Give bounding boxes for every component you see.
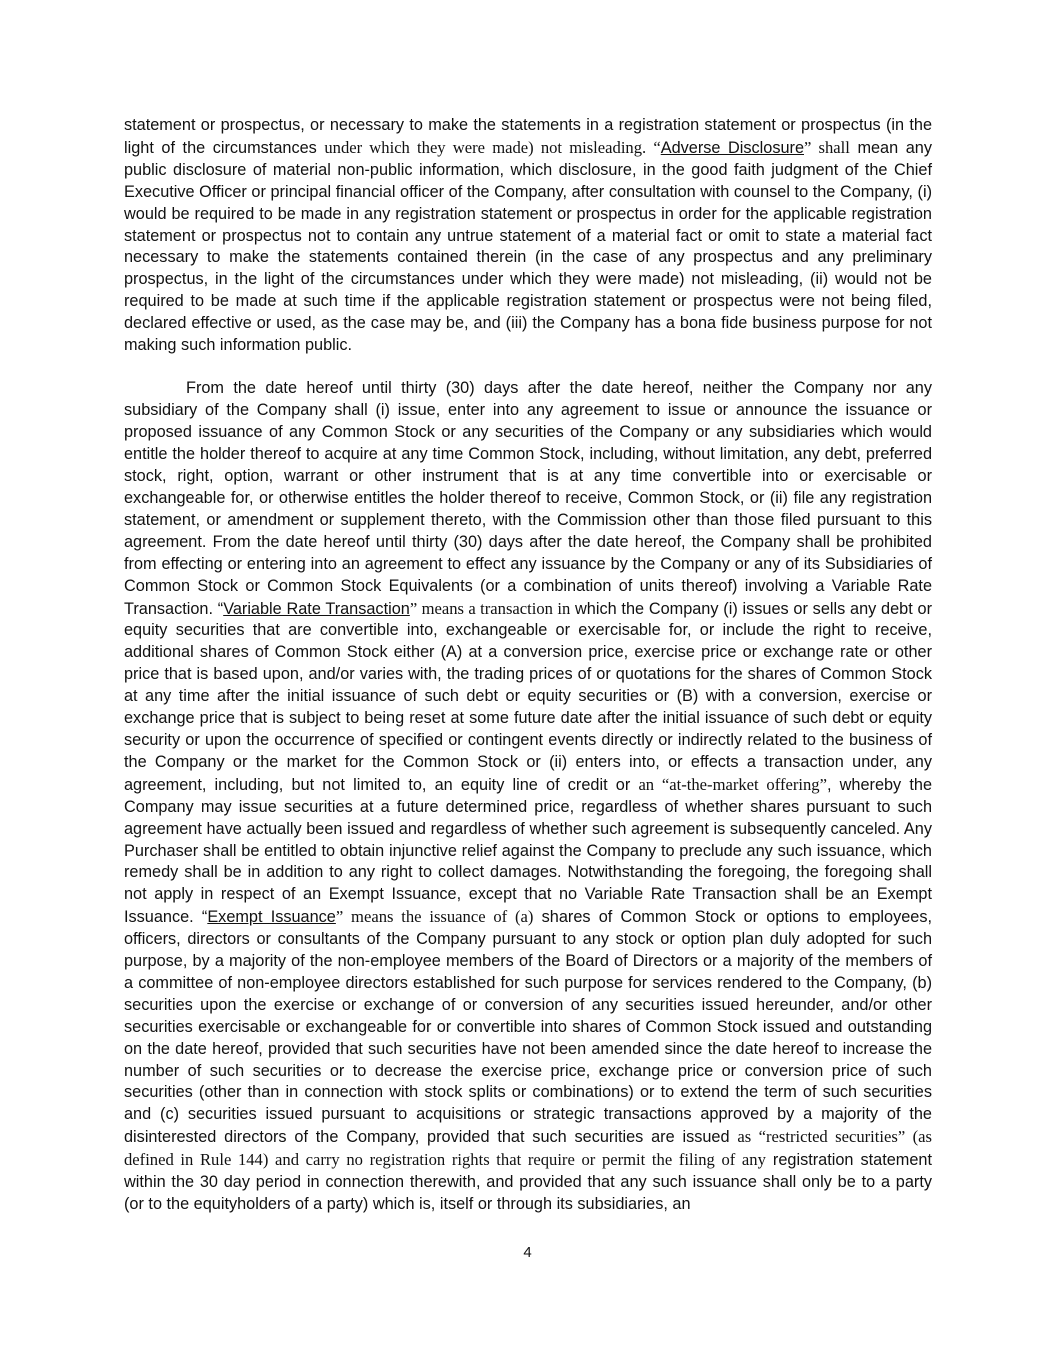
paragraph-text: statement or prospectus, or necessary to make the statements in a registration statement or prospectus (in the light of the circumstances [124,116,932,157]
page-number: 4 [523,1244,532,1261]
paragraph-adverse-disclosure [124,115,932,357]
paragraph-text: From the date hereof until thirty (30) days after the date hereof, neither the Company nor any subsidiary of the Company shall (i) issue, enter into any agreement to issue or announce the issuance or proposed issuance of any Common Stock or any securities of the Company or any subsidiaries which would entitle the holder thereof to acquire at any time Common Stock, including, without limitation, any debt, preferred stock, right, option, warrant or other instrument that is at any time convertible into or exercisable or exchangeable for, or otherwise entitles the holder thereof to receive, Common Stock, or (ii) file any registration statement, or amendment or supplement thereto, with the Commission other than those filed pursuant to this agreement. From the date hereof until thirty (30) days after the date hereof, the Company shall be prohibited from effecting or entering into an agreement to effect any issuance by the Company or any of its Subsidiaries of Common Stock or Common Stock Equivalents (or a combination of units thereof) involving a Variable Rate Transaction. [124,379,932,618]
defined-term-variable-rate-transaction: Variable Rate Transaction [223,599,410,618]
paragraph-lockup [124,378,932,1215]
defined-term-adverse-disclosure: Adverse Disclosure [660,138,804,157]
quote-mark: “ [217,599,224,618]
paragraph-text: ” means the issuance of (a) [335,907,534,927]
document-page [124,115,932,1216]
paragraph-text: mean any public disclosure of material non-public information, which disclosure, in the good faith judgment of the Chief Executive Officer or principal financial officer of the Company, after consultation with counsel to the Company, (i) would be required to be made in any registration statement or prospectus in order for the applicable registration statement or prospectus not to contain any untrue statement of a material fact or omit to state a material fact necessary to make the statements contained therein (in the case of any prospectus and any preliminary prospectus, in the light of the circumstances under which they were made) not misleading, (ii) would not be required to be made at such time if the applicable registration statement or prospectus were not being filed, declared effective or used, as the case may be, and (iii) the Company has a bona fide business purpose for not making such information public. [124,138,932,355]
paragraph-text: , whereby the Company may issue securities at a future determined price, regardless of whether shares pursuant to such agreement have actually been issued and regardless of whether such agreement is subsequently canceled. Any Purchaser shall be entitled to obtain injunctive relief against the Company to preclude any such issuance, which remedy shall be in addition to any right to collect damages. Notwithstanding the foregoing, the foregoing shall not apply in respect of an Exempt Issuance, except that no Variable Rate Transaction shall be an Exempt Issuance. [124,775,932,927]
paragraph-text: an “at-the-market offering” [638,774,827,794]
paragraph-text: shares of Common Stock or options to employees, officers, directors or consultants of the Company pursuant to any stock or option plan duly adopted for such purpose, by a majority of the non-employee members of the Board of Directors or a majority of the members of a committee of non-employee directors established for such purpose for services rendered to the Company, (b) securities upon the exercise or exchange of or conversion of any securities issued hereunder, and/or other securities exercisable or exchangeable for or convertible into shares of Common Stock issued and outstanding on the date hereof, provided that such securities have not been amended since the date hereof to increase the number of such securities or to decrease the exercise price, exchange price or conversion price of such securities (other than in connection with stock splits or combinations) or to extend the term of such securities and (c) securities issued pursuant to acquisitions or strategic transactions approved by a majority of the disinterested directors of the Company, provided that such securities are issued [124,908,933,1147]
paragraph-text: ” means a transaction in [409,598,571,618]
paragraph-text: under which they were made) not misleading. “ [324,137,661,157]
paragraph-text: as “restricted securities” (as defined in Rule 144) and carry no registration rights that require or permit the filing of any [124,1127,932,1170]
quote-mark: “ [201,908,208,927]
paragraph-text: which the Company (i) issues or sells any debt or equity securities that are convertible into, exchangeable or exercisable for, or include the right to receive, additional shares of Common Stock either (A) at a conversion price, exercise price or exchange rate or other price that is based upon, and/or varies with, the trading prices of or quotations for the shares of Common Stock at any time after the initial issuance of such debt or equity securities or (B) with a conversion, exercise or exchange price that is subject to being reset at some future date after the initial issuance of such debt or equity security or upon the occurrence of specified or contingent events directly or indirectly related to the business of the Company or the market for the Common Stock or (ii) enters into, or effects a transaction under, any agreement, including, but not limited to, an equity line of credit or [124,599,932,794]
paragraph-text: registration statement within the 30 day period in connection therewith, and provided that any such issuance shall only be to a party (or to the equityholders of a party) which is, itself or through its subsidiaries, an [124,1151,932,1213]
paragraph-text: ” shall [804,137,850,157]
defined-term-exempt-issuance: Exempt Issuance [207,908,336,927]
